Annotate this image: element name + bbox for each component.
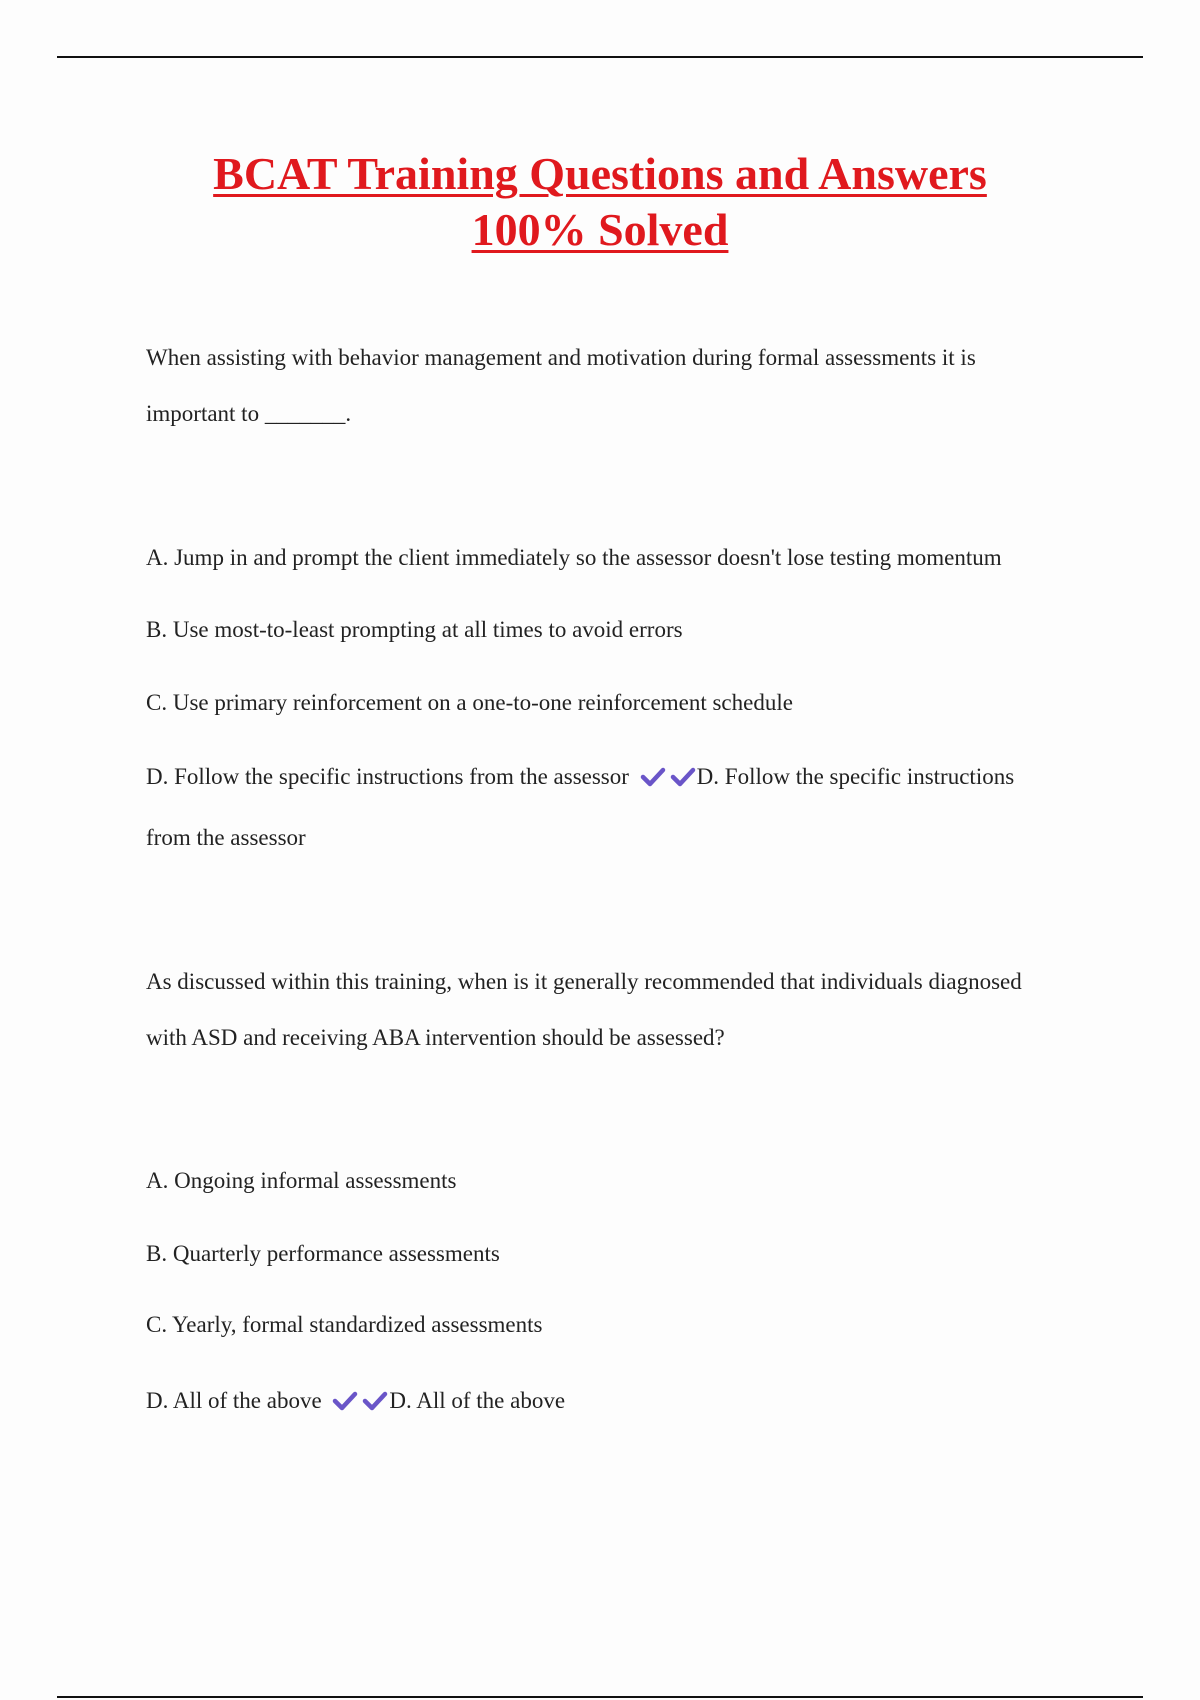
question-2-option-d: D. All of the above (146, 1388, 322, 1413)
bottom-rule (57, 1696, 1143, 1698)
question-1-option-d: D. Follow the specific instructions from the assessor (146, 764, 629, 789)
question-2-answer: D. All of the above (389, 1388, 566, 1413)
checkmark-icon (669, 766, 697, 788)
question-2-option-c: C. Yearly, formal standardized assessments (146, 1312, 543, 1337)
document-title (0, 146, 1200, 258)
checkmark-icon (331, 1390, 359, 1412)
checkmark-icon (361, 1390, 389, 1412)
checkmark-icon (639, 766, 667, 788)
question-1-answer: D. Follow the specific instructions (696, 764, 1015, 789)
question-1-answer-line-2: from the assessor (146, 825, 306, 850)
title-line-2: 100% Solved (471, 204, 729, 255)
title-line-1: BCAT Training Questions and Answers (213, 148, 987, 199)
question-1-option-a: A. Jump in and prompt the client immediately so the assessor doesn't lose testing momentum (146, 545, 1002, 570)
question-2-option-a: A. Ongoing informal assessments (146, 1168, 457, 1193)
question-1-prompt-line-2: important to _______. (146, 401, 352, 426)
question-1-prompt-line-1: When assisting with behavior management and motivation during formal assessments it is (146, 345, 976, 370)
question-1-option-b: B. Use most-to-least prompting at all times to avoid errors (146, 617, 683, 642)
top-rule (57, 56, 1143, 58)
question-2-prompt-line-1: As discussed within this training, when is it generally recommended that individuals diagnosed (146, 969, 1022, 994)
question-1-option-d-row (146, 762, 1014, 792)
question-2-option-d-row (146, 1386, 565, 1416)
question-2-prompt-line-2: with ASD and receiving ABA intervention should be assessed? (146, 1025, 725, 1050)
question-1-option-c: C. Use primary reinforcement on a one-to-one reinforcement schedule (146, 690, 793, 715)
question-2-option-b: B. Quarterly performance assessments (146, 1241, 500, 1266)
